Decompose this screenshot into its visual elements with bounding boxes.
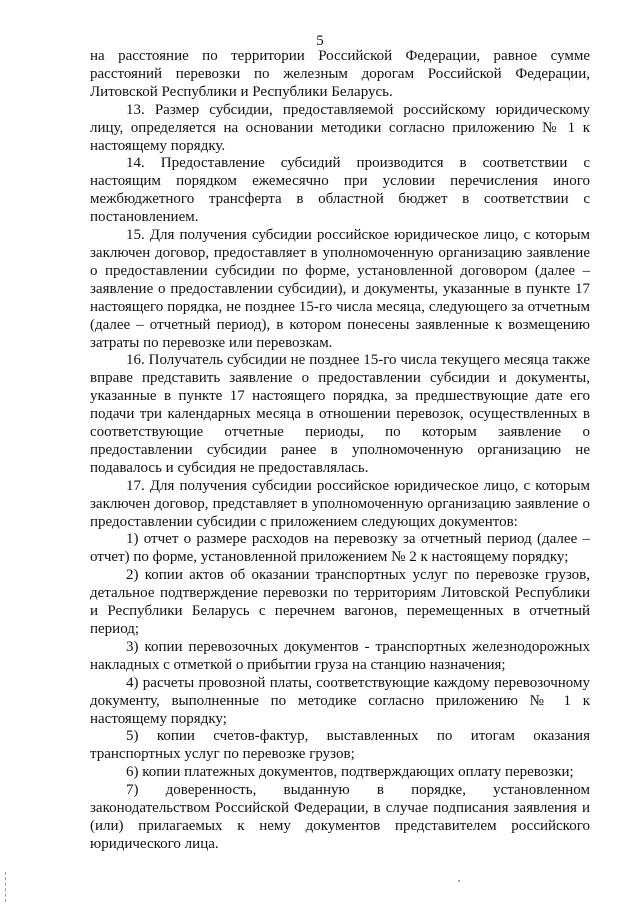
document-body — [90, 48, 590, 854]
scan-speck — [458, 880, 460, 882]
list-item-4: 4) расчеты провозной платы, соответствующие каждому перевозочному документу, выполненные по методике согласно приложению № 1 к настоящему порядку; — [90, 674, 590, 727]
paragraph-17: 17. Для получения субсидии российское юридическое лицо, с которым заключен договор, представляет в уполномоченную организацию заявление о предоставлении субсидии с приложением следующих документов: — [90, 477, 590, 530]
list-item-7: 7) доверенность, выданную в порядке, установленном законодательством Российской Федерации, в случае подписания заявления и (или) прилагаемых к нему документов представителем российского юридического лица. — [90, 782, 590, 852]
paragraph-14: 14. Предоставление субсидий производится в соответствии с настоящим порядком ежемесячно при условии перечисления иного межбюджетного трансферта в областной бюджет в соответствии с постановлением. — [90, 155, 590, 226]
list-item-6: 6) копии платежных документов, подтверждающих оплату перевозки; — [126, 764, 574, 781]
list-item-3: 3) копии перевозочных документов - транспортных железнодорожных накладных с отметкой о прибытии груза на станцию назначения; — [90, 638, 590, 673]
list-item-5: 5) копии счетов-фактур, выставленных по итогам оказания транспортных услуг по перевозке грузов; — [90, 728, 590, 763]
paragraph-13: 13. Размер субсидии, предоставляемой российскому юридическому лицу, определяется на основании методики согласно приложению № 1 к настоящему порядку. — [90, 101, 590, 154]
paragraph-15: 15. Для получения субсидии российское юридическое лицо, с которым заключен договор, предоставляет в уполномоченную организацию заявление о предоставлении субсидии по форме, установленной договором (далее – заявление о предоставлении субсидии), и документы, указанные в пункте 17 настоящего порядка, не позднее 15-го числа месяца, следующего за отчетным (далее – отчетный период), в котором понесены заявленные к возмещению затраты по перевозке или перевозкам. — [90, 227, 590, 351]
scan-binding-marks — [5, 872, 8, 902]
list-item-2: 2) копии актов об оказании транспортных услуг по перевозке грузов, детальное подтверждение перевозки по территориям Литовской Республики и Республики Беларусь с перечнем вагонов, перемещенных в отчетный период; — [90, 567, 590, 637]
paragraph-16: 16. Получатель субсидии не позднее 15-го числа текущего месяца также вправе представить заявление о предоставлении субсидии и документы, указанные в пункте 17 настоящего порядка, за предшествующие дате его подачи три календарных месяца в отношении перевозок, осуществленных в соответствующие отчетные периоды, по которым заявление о предоставлении субсидии ранее в уполномоченную организацию не подавалось и субсидия не предоставлялась. — [90, 352, 590, 476]
page-number: 5 — [316, 33, 324, 49]
list-item-1: 1) отчет о размере расходов на перевозку за отчетный период (далее – отчет) по форме, установленной приложением № 2 к настоящему порядку; — [90, 531, 590, 566]
paragraph-continuation: на расстояние по территории Российской Федерации, равное сумме расстояний перевозки по железным дорогам Российской Федерации, Литовской Республики и Республики Беларусь. — [90, 48, 590, 100]
